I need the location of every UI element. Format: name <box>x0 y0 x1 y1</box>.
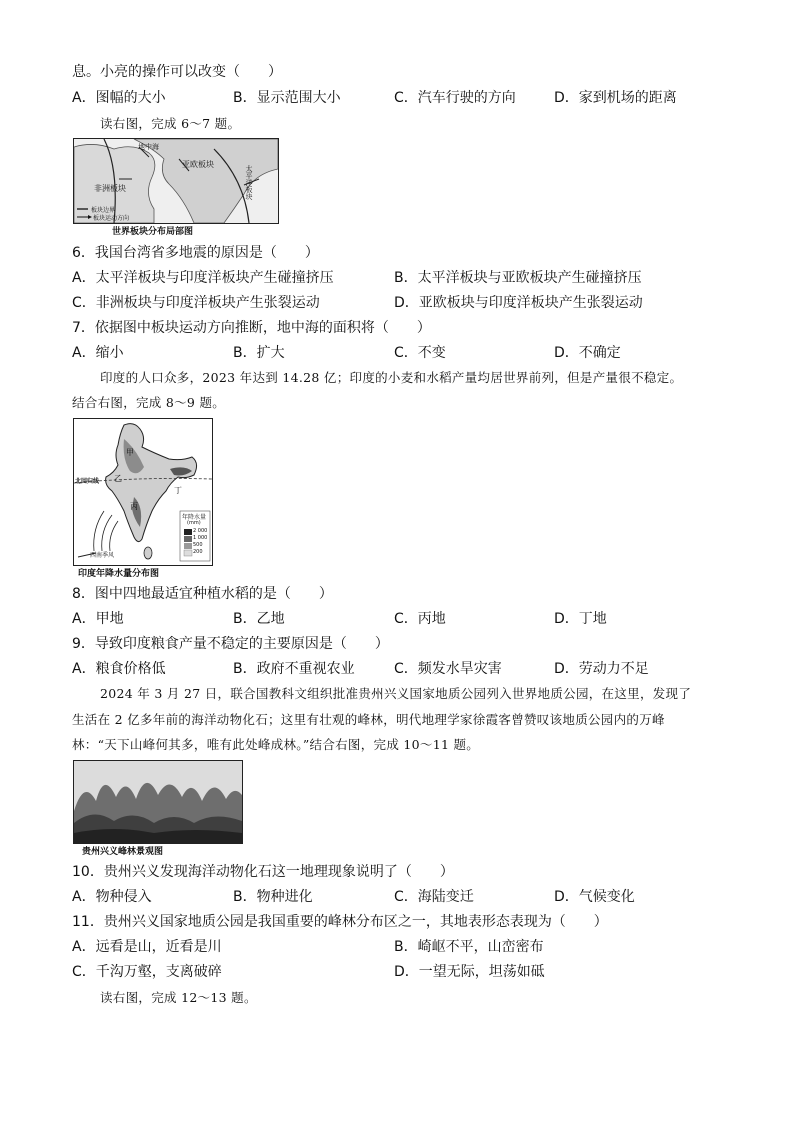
q8-option-c: C．丙地 <box>394 611 446 627</box>
q7-option-a: A．缩小 <box>72 345 124 361</box>
q10-option-b: B．物种进化 <box>233 889 313 905</box>
label-tropic-of-cancer: 北回归线 <box>75 478 100 485</box>
q8-option-a: A．甲地 <box>72 611 124 627</box>
label-ding: 丁 <box>174 486 182 495</box>
legend-plate-boundary: 板块边界 <box>91 207 116 214</box>
q6-option-b: B．太平洋板块与亚欧板块产生碰撞挤压 <box>394 270 642 286</box>
peak-forest-caption: 贵州兴义峰林景观图 <box>82 847 164 857</box>
q10-option-d: D．气候变化 <box>554 889 635 905</box>
q9-stem: 9．导致印度粮食产量不稳定的主要原因是（ ） <box>72 636 389 652</box>
legend-value-500: 500 <box>193 542 203 548</box>
legend-rainfall-unit: (mm) <box>187 520 201 526</box>
legend-value-200: 200 <box>193 549 203 555</box>
q11-option-a: A．远看是山，近看是川 <box>72 939 222 955</box>
legend-monsoon: 西南季风 <box>90 552 115 559</box>
q8-stem: 8．图中四地最适宜种植水稻的是（ ） <box>72 586 333 602</box>
q9-option-d: D．劳动力不足 <box>554 661 649 677</box>
label-eurasian-plate: 亚欧板块 <box>182 160 214 169</box>
q8-option-b: B．乙地 <box>233 611 285 627</box>
q5-stem: 息。小亮的操作可以改变（ ） <box>72 64 282 80</box>
intro-8-9-line2: 结合右图，完成 8～9 题。 <box>72 395 226 410</box>
intro-10-11-line3: 林：“天下山峰何其多，唯有此处峰成林。”结合右图，完成 10～11 题。 <box>72 737 480 752</box>
label-bing: 丙 <box>130 502 138 511</box>
q11-option-b: B．崎岖不平，山峦密布 <box>394 939 544 955</box>
intro-6-7: 读右图，完成 6～7 题。 <box>100 116 241 131</box>
intro-8-9-line1: 印度的人口众多，2023 年达到 14.28 亿；印度的小麦和水稻产量均居世界前列，但是产量很不稳定。 <box>100 370 683 385</box>
intro-10-11-line2: 生活在 2 亿多年前的海洋动物化石；这里有壮观的峰林，明代地理学家徐霞客曾赞叹该地质公园内的万峰 <box>72 712 665 727</box>
q9-option-b: B．政府不重视农业 <box>233 661 355 677</box>
q7-option-c: C．不变 <box>394 345 446 361</box>
legend-rainfall-title: 年降水量 <box>182 514 207 521</box>
peak-forest-photo <box>73 760 243 844</box>
label-jia: 甲 <box>126 448 134 457</box>
q5-option-b: B．显示范围大小 <box>233 90 341 106</box>
label-pacific-plate: 太平洋板块 <box>245 165 253 200</box>
legend-value-1000: 1 000 <box>193 535 208 541</box>
q10-option-c: C．海陆变迁 <box>394 889 474 905</box>
q7-option-d: D．不确定 <box>554 345 621 361</box>
label-mediterranean: 地中海 <box>138 143 159 151</box>
peak-forest-graphic <box>74 761 242 843</box>
q6-option-d: D．亚欧板块与印度洋板块产生张裂运动 <box>394 295 643 311</box>
q10-stem: 10．贵州兴义发现海洋动物化石这一地理现象说明了（ ） <box>72 864 454 880</box>
q11-option-d: D．一望无际，坦荡如砥 <box>394 964 545 980</box>
plate-map-caption: 世界板块分布局部图 <box>112 227 194 237</box>
q7-stem: 7．依据图中板块运动方向推断，地中海的面积将（ ） <box>72 320 431 336</box>
legend-plate-motion: 板块运动方向 <box>93 215 130 222</box>
q6-stem: 6．我国台湾省多地震的原因是（ ） <box>72 245 319 261</box>
q9-option-c: C．频发水旱灾害 <box>394 661 502 677</box>
q7-option-b: B．扩大 <box>233 345 285 361</box>
intro-10-11-line1: 2024 年 3 月 27 日，联合国教科文组织批准贵州兴义国家地质公园列入世界地质公园，在这里，发现了 <box>100 686 692 701</box>
q5-option-a: A．图幅的大小 <box>72 90 166 106</box>
q5-option-d: D．家到机场的距离 <box>554 90 677 106</box>
q8-option-d: D．丁地 <box>554 611 607 627</box>
label-yi: 乙 <box>114 474 122 483</box>
intro-12-13: 读右图，完成 12～13 题。 <box>100 990 257 1005</box>
label-african-plate: 非洲板块 <box>94 184 126 193</box>
india-rainfall-figure <box>73 418 213 566</box>
india-rainfall-graphic <box>74 419 212 565</box>
q6-option-c: C．非洲板块与印度洋板块产生张裂运动 <box>72 295 320 311</box>
plate-map-figure <box>73 138 279 224</box>
india-rainfall-caption: 印度年降水量分布图 <box>78 569 160 579</box>
q11-stem: 11．贵州兴义国家地质公园是我国重要的峰林分布区之一，其地表形态表现为（ ） <box>72 914 608 930</box>
q11-option-c: C．千沟万壑，支离破碎 <box>72 964 222 980</box>
legend-value-2000: 2 000 <box>193 528 208 534</box>
q6-option-a: A．太平洋板块与印度洋板块产生碰撞挤压 <box>72 270 334 286</box>
q9-option-a: A．粮食价格低 <box>72 661 166 677</box>
q5-option-c: C．汽车行驶的方向 <box>394 90 516 106</box>
q10-option-a: A．物种侵入 <box>72 889 152 905</box>
